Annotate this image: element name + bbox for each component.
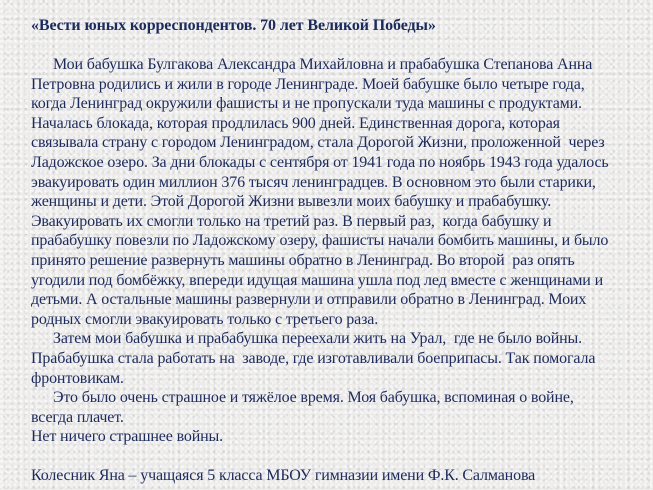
text-line: Петровна родились и жили в городе Ленинграде. Моей бабушке было четыре года, <box>31 75 585 93</box>
text-line: родных смогли эвакуировать только с третьего раза. <box>31 310 379 328</box>
text-line: Ладожское озеро. За дни блокады с сентября от 1941 года по ноябрь 1943 года удалось <box>31 153 609 171</box>
document <box>31 16 646 486</box>
text-line: Эвакуировать их смогли только на третий раз. В первый раз, когда бабушку и <box>31 212 552 230</box>
blank-line <box>31 447 646 467</box>
document-body <box>31 55 646 486</box>
text-line: угодили под бомбёжку, впереди идущая машина ушла под лед вместе с женщинами и <box>31 271 603 289</box>
text-line: связывала страну с городом Ленинградом, стала Дорогой Жизни, проложенной через <box>31 134 605 152</box>
text-line: Прабабушка стала работать на заводе, где изготавливали боеприпасы. Так помогала <box>31 349 596 367</box>
text-line: Мои бабушка Булгакова Александра Михайловна и прабабушка Степанова Анна <box>53 56 593 73</box>
text-line: прабабушку повезли по Ладожскому озеру, фашисты начали бомбить машины, и было <box>31 232 609 250</box>
text-line: детьми. А остальные машины развернули и отправили обратно в Ленинград. Моих <box>31 291 587 309</box>
signature: Колесник Яна – учащаяся 5 класса МБОУ гимназии имени Ф.К. Салманова <box>31 467 536 485</box>
text-line: когда Ленинград окружили фашисты и не пропускали туда машины с продуктами. <box>31 95 582 113</box>
text-line: эвакуировать один миллион 376 тысяч ленинградцев. В основном это были старики, <box>31 173 596 191</box>
document-title: «Вести юных корреспондентов. 70 лет Великой Победы» <box>31 17 436 34</box>
text-line: всегда плачет. <box>31 408 124 426</box>
text-line: женщины и дети. Этой Дорогой Жизни вывезли моих бабушку и прабабушку. <box>31 193 552 211</box>
text-line: Началась блокада, которая продлилась 900 дней. Единственная дорога, которая <box>31 114 560 132</box>
text-line: фронтовикам. <box>31 369 124 387</box>
text-line: Затем мои бабушка и прабабушка переехали жить на Урал, где не было войны. <box>53 330 583 348</box>
text-line: принято решение развернуть машины обратно в Ленинград. Во второй раз опять <box>31 251 575 269</box>
text-line: Это было очень страшное и тяжёлое время. Моя бабушка, вспоминая о войне, <box>53 389 574 407</box>
text-line: Нет ничего страшнее войны. <box>31 428 223 446</box>
